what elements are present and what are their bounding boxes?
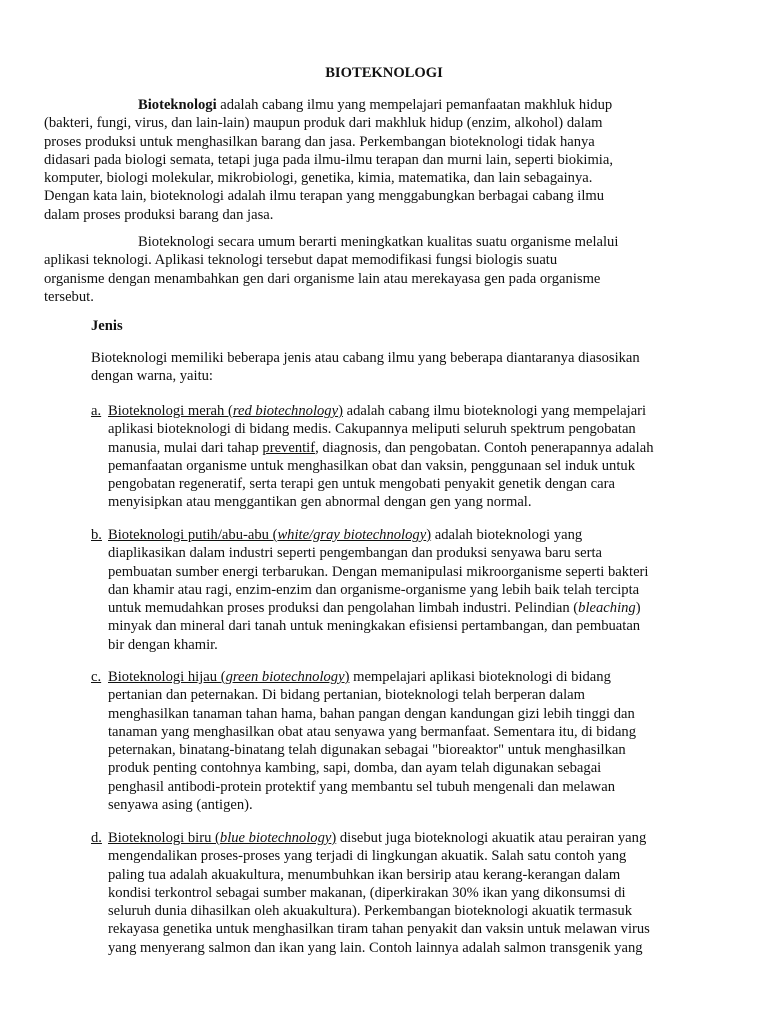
item-line: penghasil antibodi-protein protektif yang membantu sel tubuh mengenali dan melawan — [108, 778, 615, 795]
item-line: rekayasa genetika untuk menghasilkan tiram tahan penyakit dan vaksin untuk melawan virus — [108, 921, 650, 938]
item-line: pemanfaatan organisme untuk menghasilkan obat dan vaksin, penggunaan sel induk untuk — [108, 457, 636, 474]
item-line: mengendalikan proses-proses yang terjadi di lingkungan akuatik. Salah satu contoh yang — [108, 848, 627, 865]
page-title: BIOTEKNOLOGI — [325, 65, 443, 81]
second-paragraph — [44, 233, 681, 306]
list-item-green-biotech: c. Bioteknologi hijau (green biotechnology) mempelajari aplikasi bioteknologi di bidang pertanian dan peternakan. Di bidang pertanian, bioteknologi telah berperan dalam menghasilkan tanaman tahan hama, bahan pangan dengan kandungan gizi lebih tinggi dan tanaman yang menghasilkan obat atau senyawa yang bermanfaat. Sementara itu, di bidang peternakan, binatang-binatang telah digunakan sebagai "bioreaktor" untuk menghasilkan produk penting contohnya kambing, sapi, domba, dan ayam telah digunakan sebagai penghasil antibodi-protein protektif yang membantu sel tubuh mengenali dan melawan senyawa asing (antigen). — [91, 668, 681, 814]
list-marker: d. — [91, 830, 102, 846]
intro-line: didasari pada biologi semata, tetapi juga pada ilmu-ilmu terapan dan murni lain, seperti biokimia, — [44, 151, 613, 168]
list-marker: c. — [91, 669, 102, 685]
item-line: diaplikasikan dalam industri seperti pengembangan dan produksi senyawa baru serta — [108, 545, 603, 562]
list-marker: b. — [91, 527, 102, 543]
jenis-intro-line: Bioteknologi memiliki beberapa jenis atau cabang ilmu yang beberapa diantaranya diasosikan — [91, 350, 640, 366]
intro-line: komputer, biologi molekular, mikrobiologi, genetika, kimia, matematika, dan lain sebagainya. — [44, 170, 593, 187]
item-line: minyak dan mineral dari tanah untuk meningkakan efisiensi pertambangan, dan pembuatan — [108, 618, 641, 635]
intro-line: Bioteknologi adalah cabang ilmu yang mempelajari pemanfaatan makhluk hidup — [138, 97, 613, 113]
item-line: tanaman yang menghasilkan obat atau senyawa yang bermanfaat. Sementara itu, di bidang — [108, 723, 637, 740]
list-marker: a. — [91, 403, 102, 419]
item-line: dan khamir atau ragi, enzim-enzim dan organisme-organisme yang lebih baik telah tercipta — [108, 581, 640, 598]
item-line: yang menyerang salmon dan ikan yang lain. Contoh lainnya adalah salmon transgenik yang — [108, 939, 643, 956]
intro-line: (bakteri, fungi, virus, dan lain-lain) maupun produk dari makhluk hidup (enzim, alkohol) dalam — [44, 115, 603, 132]
term-link-green-biotech[interactable]: Bioteknologi hijau (green biotechnology) — [108, 669, 350, 685]
item-line: aplikasi bioteknologi di bidang medis. Cakupannya meliputi seluruh spektrum pengobatan — [108, 421, 636, 438]
para2-line: organisme dengan menambahkan gen dari organisme lain atau merekayasa gen pada organisme — [44, 270, 601, 287]
item-line: produk penting contohnya kambing, sapi, domba, dan ayam telah digunakan sebagai — [108, 760, 602, 777]
intro-line: dalam proses produksi barang dan jasa. — [44, 206, 274, 223]
term-link-white-biotech[interactable]: Bioteknologi putih/abu-abu (white/gray biotechnology) — [108, 527, 432, 543]
section-heading-jenis: Jenis — [91, 318, 123, 334]
list-item-white-biotech: b. Bioteknologi putih/abu-abu (white/gray biotechnology) adalah bioteknologi yang diaplikasikan dalam industri seperti pengembangan dan produksi senyawa baru serta pembuatan sumber energi terbarukan. Dengan memanipulasi mikroorganisme seperti bakteri dan khamir atau ragi, enzim-enzim dan organisme-organisme yang lebih baik telah tercipta untuk memudahkan proses produksi dan pengolahan limbah industri. Pelindian (bleaching) minyak dan mineral dari tanah untuk meningkakan efisiensi pertambangan, dan pembuatan bir dengan khamir. — [91, 526, 681, 654]
item-line: pertanian dan peternakan. Di bidang pertanian, bioteknologi telah berperan dalam — [108, 687, 585, 704]
jenis-intro-line: dengan warna, yaitu: — [91, 368, 213, 385]
item-line: menghasilkan tanaman tahan hama, bahan pangan dengan kandungan gizi lebih tinggi dan — [108, 705, 635, 722]
item-line: menyisipkan atau menggantikan gen abnormal dengan gen yang normal. — [108, 494, 532, 511]
item-line: paling tua adalah akuakultura, menumbuhkan ikan bersirip atau kerang-kerangan dalam — [108, 866, 621, 883]
jenis-intro — [91, 349, 681, 386]
item-line: senyawa asing (antigen). — [108, 797, 253, 814]
intro-paragraph — [44, 96, 681, 224]
para2-line: tersebut. — [44, 288, 94, 305]
list-item-blue-biotech: d. Bioteknologi biru (blue biotechnology) disebut juga bioteknologi akuatik atau perairan yang mengendalikan proses-proses yang terjadi di lingkungan akuatik. Salah satu contoh yang paling tua adalah akuakultura, menumbuhkan ikan bersirip atau kerang-kerangan dalam kondisi terkontrol sebagai sumber makanan, (diperkirakan 30% ikan yang dikonsumsi di seluruh dunia dihasilkan oleh akuakultura). Perkembangan bioteknologi akuatik termasuk rekayasa genetika untuk menghasilkan tiram tahan penyakit dan vaksin untuk melawan virus yang menyerang salmon dan ikan yang lain. Contoh lainnya adalah salmon transgenik yang — [91, 829, 681, 957]
item-line: peternakan, binatang-binatang telah digunakan sebagai "bioreaktor" untuk menghasilkan — [108, 742, 626, 759]
para2-line: aplikasi teknologi. Aplikasi teknologi tersebut dapat memodifikasi fungsi biologis suatu — [44, 252, 558, 269]
intro-term: Bioteknologi — [138, 97, 217, 113]
item-line: bir dengan khamir. — [108, 636, 218, 653]
item-line: pengobatan regeneratif, serta terapi gen untuk mengobati penyakit genetik dengan cara — [108, 476, 615, 493]
term-link-blue-biotech[interactable]: Bioteknologi biru (blue biotechnology) — [108, 830, 337, 846]
term-link-red-biotech[interactable]: Bioteknologi merah (red biotechnology) — [108, 403, 343, 419]
term-link-preventif[interactable]: preventif — [262, 439, 316, 456]
list-item-red-biotech: a. Bioteknologi merah (red biotechnology) adalah cabang ilmu bioteknologi yang mempelajari aplikasi bioteknologi di bidang medis. Cakupannya meliputi seluruh spektrum pengobatan manusia, mulai dari tahap preventif, diagnosis, dan pengobatan. Contoh penerapannya adalah pemanfaatan organisme untuk menghasilkan obat dan vaksin, penggunaan sel induk untuk pengobatan regeneratif, serta terapi gen untuk mengobati penyakit genetik dengan cara menyisipkan atau menggantikan gen abnormal dengan gen yang normal. — [91, 402, 681, 512]
intro-line: proses produksi untuk menghasilkan barang dan jasa. Perkembangan bioteknologi tidak hanya — [44, 133, 595, 150]
intro-line: Dengan kata lain, bioteknologi adalah ilmu terapan yang menggabungkan berbagai cabang ilmu — [44, 188, 605, 205]
item-line: seluruh dunia dihasilkan oleh akuakultura). Perkembangan bioteknologi akuatik termasuk — [108, 903, 633, 920]
item-line: pembuatan sumber energi terbarukan. Dengan memanipulasi mikroorganisme seperti bakteri — [108, 563, 649, 580]
item-line: kondisi terkontrol sebagai sumber makanan, (diperkirakan 30% ikan yang dikonsumsi di — [108, 884, 626, 901]
para2-line: Bioteknologi secara umum berarti meningkatkan kualitas suatu organisme melalui — [138, 234, 619, 250]
